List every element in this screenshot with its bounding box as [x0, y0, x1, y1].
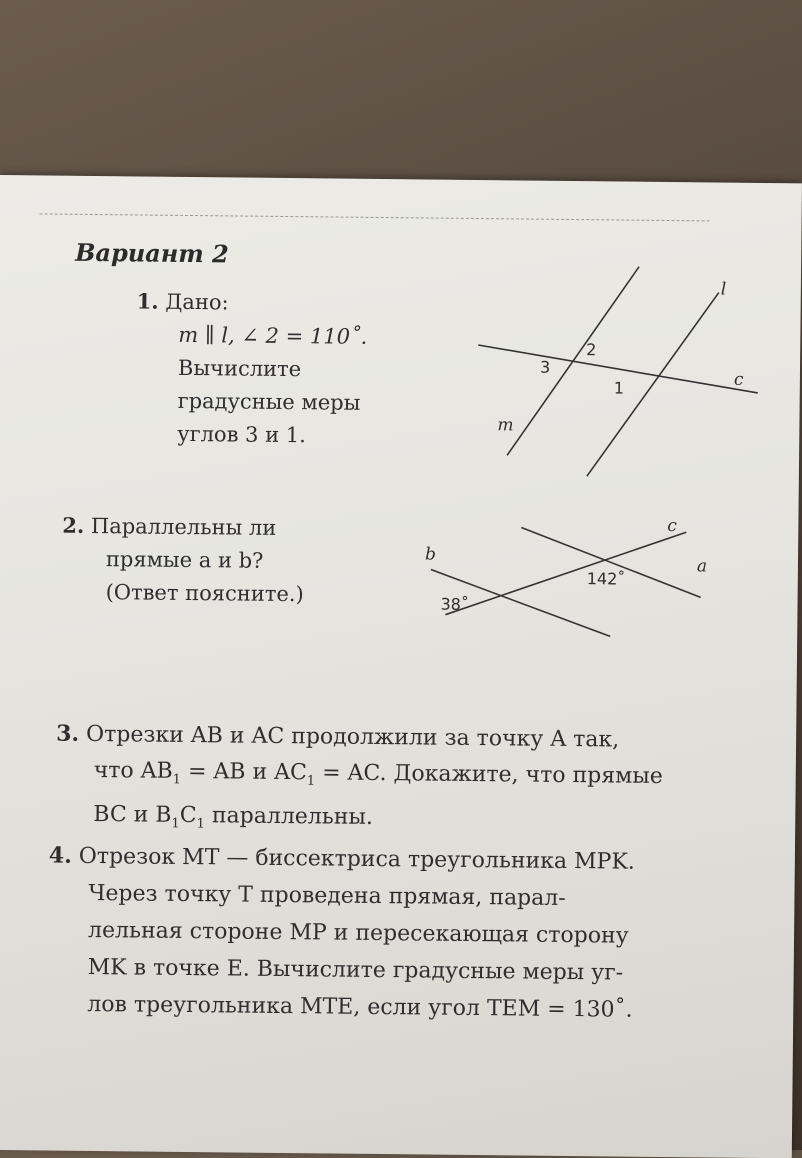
task-2-line-3: (Ответ поясните.) [105, 580, 304, 607]
task-3-sub-2: 1 [306, 773, 316, 789]
task-3-line-3-a: BC и B [93, 802, 172, 829]
task-1-line-1: Дано: [165, 289, 229, 315]
label-b: b [424, 544, 437, 565]
task-3-line-3-b: C [179, 803, 197, 829]
label-m: m [497, 415, 514, 436]
angle-label-2: 2 [586, 340, 597, 360]
task-3-line-2 [55, 753, 663, 804]
task-1-line-2: m ∥ l, ∠ 2 = 110˚. [178, 322, 368, 349]
task-3-line-2-b: = AB и AC [180, 758, 308, 786]
task-4-line-2: Через точку T проведена прямая, парал- [88, 880, 566, 911]
task-3-line-1: Отрезки AB и AC продолжили за точку A так, [85, 721, 620, 753]
task-3-number: 3. [56, 720, 80, 747]
angle-label-142: 142˚ [586, 569, 626, 589]
top-dashed-line [40, 213, 710, 221]
task-4-line-3: лельная стороне MP и пересекающая сторону [87, 917, 629, 949]
task-3-line-2-c: = AC. Докажите, что прямые [315, 760, 663, 789]
angle-label-3: 3 [539, 357, 551, 377]
task-1 [135, 284, 368, 452]
line-c2 [445, 530, 686, 618]
task-1-line-3: Вычислите [177, 355, 302, 382]
task-4-line-5: лов треугольника MTE, если угол TEM = 130˚. [87, 991, 633, 1023]
angle-label-38: 38˚ [440, 594, 469, 614]
variant-title: Вариант 2 [75, 237, 229, 269]
task-3 [55, 716, 663, 848]
label-l: l [720, 279, 727, 300]
task-4-line-1: Отрезок MT — биссектриса треугольника MPK. [78, 843, 635, 875]
angle-label-1: 1 [613, 378, 625, 398]
label-c: c [733, 369, 744, 390]
label-c-task2: c [667, 516, 677, 537]
task-2 [61, 509, 304, 612]
task-4-line-4: MK в точке E. Вычислите градусные меры уг- [87, 954, 624, 986]
line-l [587, 291, 719, 477]
label-a: a [696, 556, 708, 577]
task-1-figure [467, 250, 769, 483]
task-1-number: 1. [136, 288, 159, 314]
task-3-sub-1: 1 [172, 772, 182, 788]
task-4 [47, 838, 635, 1029]
worksheet-page [0, 175, 802, 1158]
task-2-line-1: Параллельны ли [90, 513, 277, 540]
task-4-number: 4. [48, 842, 72, 869]
task-3-sub-4: 1 [196, 816, 205, 832]
task-2-line-2: прямые a и b? [105, 547, 264, 573]
task-1-line-4: градусные меры [177, 388, 361, 415]
task-1-line-5: углов 3 и 1. [177, 421, 307, 448]
task-3-line-2-a: что AB [93, 758, 173, 784]
task-2-number: 2. [62, 512, 85, 538]
task-3-sub-3: 1 [171, 816, 180, 832]
task-3-line-3-c: параллельны. [204, 803, 374, 831]
task-2-figure [410, 504, 771, 648]
